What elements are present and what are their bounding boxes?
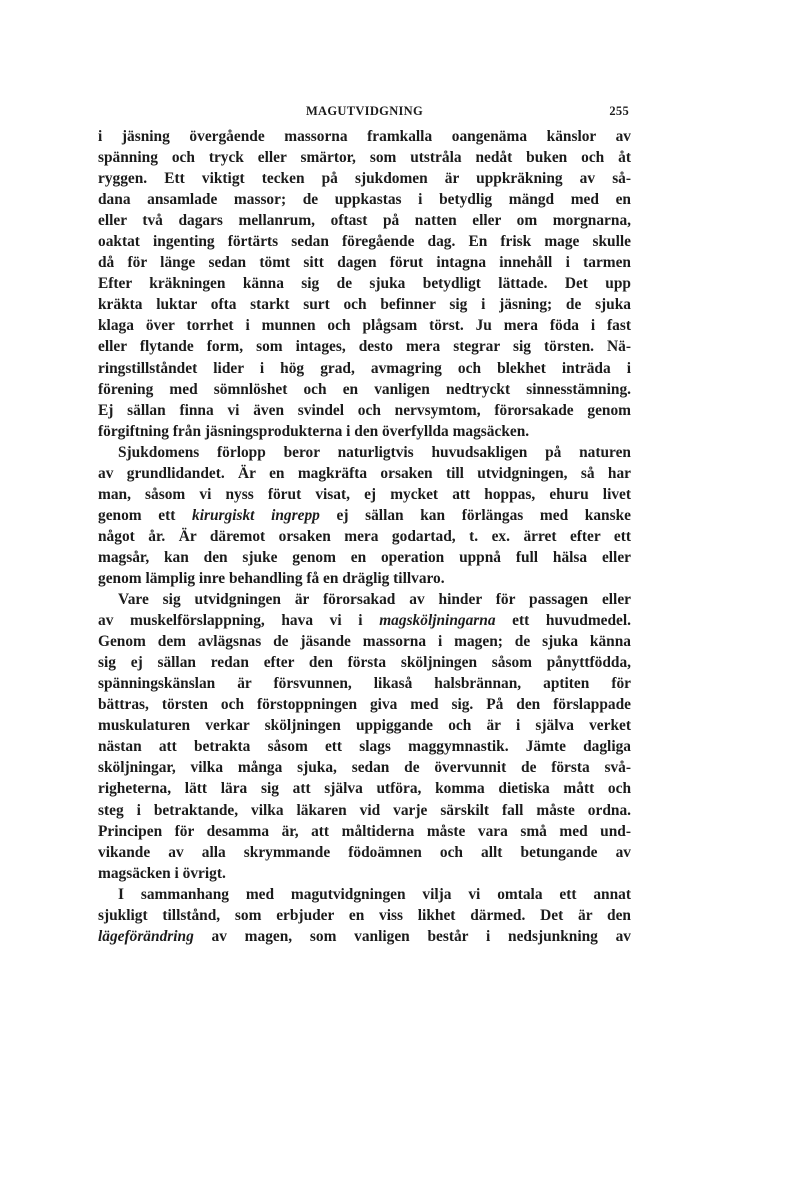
text-line: magsår, kan den sjuke genom en operation uppnå full hälsa eller xyxy=(98,548,631,566)
text-line xyxy=(98,505,631,526)
text-line: Sjukdomens förlopp beror naturligtvis huvudsakligen på naturen xyxy=(118,443,631,461)
text-line: sjukligt tillstånd, som erbjuder en viss likhet därmed. Det är den xyxy=(98,906,631,924)
text-line: spänning och tryck eller smärtor, som utstråla nedåt buken och åt xyxy=(98,149,631,167)
text-line: kräkta luktar ofta starkt surt och befinner sig i jäsning; de sjuka xyxy=(98,296,631,314)
text-line: Genom dem avlägsnas de jäsande massorna i magen; de sjuka känna xyxy=(98,633,631,651)
text-line: righeterna, lätt lära sig att själva utföra, komma dietiska mått och xyxy=(98,780,631,798)
text-run: genom ett xyxy=(98,506,192,524)
text-line: genom lämplig inre behandling få en dräglig tillvaro. xyxy=(98,569,445,587)
text-line: steg i betraktande, vilka läkaren vid varje särskilt fall måste ordna. xyxy=(98,801,631,819)
book-page xyxy=(98,104,631,947)
text-line: dana ansamlade massor; de uppkastas i betydlig mängd med en xyxy=(98,191,631,209)
text-line: bättras, törsten och förstoppningen giva med sig. På den förslappade xyxy=(98,696,631,714)
text-line: i jäsning övergående massorna framkalla oangenäma känslor av xyxy=(98,128,631,145)
text-line: klaga över torrhet i munnen och plågsam törst. Ju mera föda i fast xyxy=(98,317,631,335)
page-number: 255 xyxy=(609,104,629,118)
body-text xyxy=(98,126,631,947)
text-run: av magen, som vanligen består i nedsjunkning av xyxy=(193,927,631,945)
text-line: vikande av alla skrymmande födoämnen och allt betungande av xyxy=(98,843,631,861)
text-line: förgiftning från jäsningsprodukterna i den överfyllda magsäcken. xyxy=(98,422,530,440)
text-line: muskulaturen verkar sköljningen uppiggande och är i själva verket xyxy=(98,717,631,735)
text-line: Vare sig utvidgningen är förorsakad av hinder för passagen eller xyxy=(118,591,631,609)
emphasized-text: kirurgiskt ingrepp xyxy=(192,506,320,524)
text-line: sköljningar, vilka många sjuka, sedan de övervunnit de första svå- xyxy=(98,759,631,777)
text-line: spänningskänslan är försvunnen, likaså halsbrännan, aptiten för xyxy=(98,675,631,693)
text-line: nästan att betrakta såsom ett slags maggymnastik. Jämte dagliga xyxy=(98,738,631,756)
text-run: ej sällan kan förlängas med kanske xyxy=(319,506,631,524)
text-line: av grundlidandet. Är en magkräfta orsaken till utvidgningen, så har xyxy=(98,464,631,482)
text-line: eller flytande form, som intages, desto mera stegrar sig törsten. Nä- xyxy=(98,338,631,356)
text-line xyxy=(98,926,631,947)
text-line: ringstillståndet lider i hög grad, avmagring och blekhet inträda i xyxy=(98,359,631,377)
text-line: oaktat ingenting förtärts sedan föregående dag. En frisk mage skulle xyxy=(98,233,631,251)
text-line: magsäcken i övrigt. xyxy=(98,864,226,882)
text-line: något år. Är däremot orsaken mera godartad, t. ex. ärret efter ett xyxy=(98,527,631,545)
emphasized-text: lägeförändring xyxy=(98,927,194,945)
text-run: ett huvudmedel. xyxy=(495,612,631,630)
text-run: av muskelförslappning, hava vi i xyxy=(98,612,380,630)
text-line: I sammanhang med magutvidgningen vilja vi omtala ett annat xyxy=(118,885,631,903)
emphasized-text: magsköljningarna xyxy=(379,612,496,630)
text-line: Ej sällan finna vi även svindel och nervsymtom, förorsakade genom xyxy=(98,401,631,419)
running-title: MAGUTVIDGNING xyxy=(305,104,424,118)
text-line: ryggen. Ett viktigt tecken på sjukdomen är uppkräkning av så- xyxy=(98,170,631,188)
text-line: man, såsom vi nyss förut visat, ej mycket att hoppas, ehuru livet xyxy=(98,485,631,503)
text-line: då för länge sedan tömt sitt dagen förut intagna innehåll i tarmen xyxy=(98,254,631,272)
text-line: Principen för desamma är, att måltiderna måste vara små med und- xyxy=(98,822,631,840)
page-header xyxy=(98,104,631,126)
text-line: eller två dagars mellanrum, oftast på natten eller om morgnarna, xyxy=(98,212,631,230)
text-line: sig ej sällan redan efter den första sköljningen såsom pånyttfödda, xyxy=(98,654,631,672)
text-line: Efter kräkningen känna sig de sjuka betydligt lättade. Det upp xyxy=(98,275,631,293)
text-line: förening med sömnlöshet och en vanligen nedtryckt sinnesstämning. xyxy=(98,380,631,398)
text-line xyxy=(98,610,631,631)
